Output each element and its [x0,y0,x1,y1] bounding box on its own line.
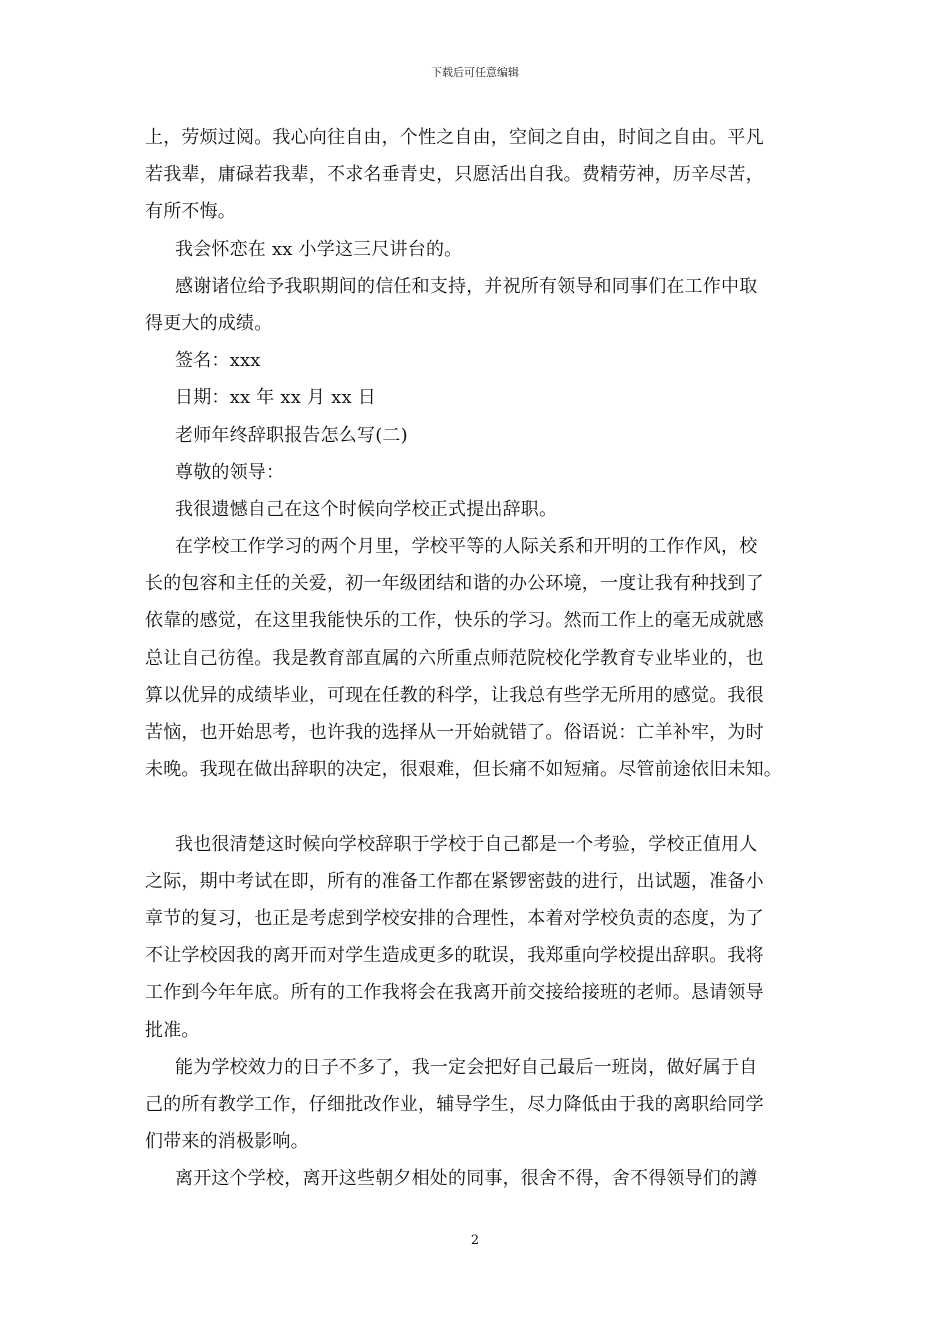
salutation: 尊敬的领导： [175,461,285,483]
text-line: 批准。 [145,1019,200,1041]
text-line: 工作到今年年底。所有的工作我将会在我离开前交接给接班的老师。恳请领导 [145,982,764,1004]
text-line: 未晚。我现在做出辞职的决定，很艰难，但长痛不如短痛。尽管前途依旧未知。 [145,759,782,781]
text-line: 不让学校因我的离开而对学生造成更多的耽误，我郑重向学校提出辞职。我将 [145,945,764,967]
text-line: 长的包容和主任的关爱，初一年级团结和谐的办公环境，一度让我有种找到了 [145,573,764,595]
page-number: 2 [470,1233,480,1248]
text-line: 我会怀恋在 xx 小学这三尺讲台的。 [175,238,463,260]
text-line: 得更大的成绩。 [145,312,273,334]
text-line: 算以优异的成绩毕业，可现在任教的科学，让我总有些学无所用的感觉。我很 [145,684,764,706]
text-line: 章节的复习，也正是考虑到学校安排的合理性，本着对学校负责的态度，为了 [145,907,764,929]
text-line: 若我辈，庸碌若我辈，不求名垂青史，只愿活出自我。费精劳神，历辛尽苦， [145,164,764,186]
text-line: 我很遗憾自己在这个时候向学校正式提出辞职。 [175,498,558,520]
document-body [145,119,813,1197]
text-line: 们带来的消极影响。 [145,1131,309,1153]
paragraph-gap [145,788,813,825]
text-line: 总让自己彷徨。我是教育部直属的六所重点师范院校化学教育专业毕业的，也 [145,647,764,669]
text-line: 有所不悔。 [145,201,236,223]
section-title: 老师年终辞职报告怎么写(二) [175,424,408,446]
text-line: 己的所有教学工作，仔细批改作业，辅导学生，尽力降低由于我的离职给同学 [145,1093,764,1115]
text-line: 之际，期中考试在即，所有的准备工作都在紧锣密鼓的进行，出试题，准备小 [145,870,764,892]
text-line: 在学校工作学习的两个月里，学校平等的人际关系和开明的工作作风，校 [175,536,758,558]
text-line: 离开这个学校，离开这些朝夕相处的同事，很舍不得，舍不得领导们的譐 [175,1168,758,1190]
signature-line: 签名：xxx [175,350,261,372]
text-line: 苦恼，也开始思考，也许我的选择从一开始就错了。俗语说：亡羊补牢，为时 [145,722,764,743]
text-line: 上，劳烦过阅。我心向往自由，个性之自由，空间之自由，时间之自由。平凡 [145,127,764,148]
text-line: 感谢诸位给予我职期间的信任和支持，并祝所有领导和同事们在工作中取 [175,275,758,297]
text-line: 我也很清楚这时候向学校辞职于学校于自己都是一个考验，学校正值用人 [175,833,758,855]
date-line: 日期：xx 年 xx 月 xx 日 [175,387,376,409]
text-line: 依靠的感觉，在这里我能快乐的工作，快乐的学习。然而工作上的毫无成就感 [145,610,764,632]
text-line: 能为学校效力的日子不多了，我一定会把好自己最后一班岗，做好属于自 [175,1056,758,1078]
page-header: 下载后可任意编辑 [431,66,519,79]
